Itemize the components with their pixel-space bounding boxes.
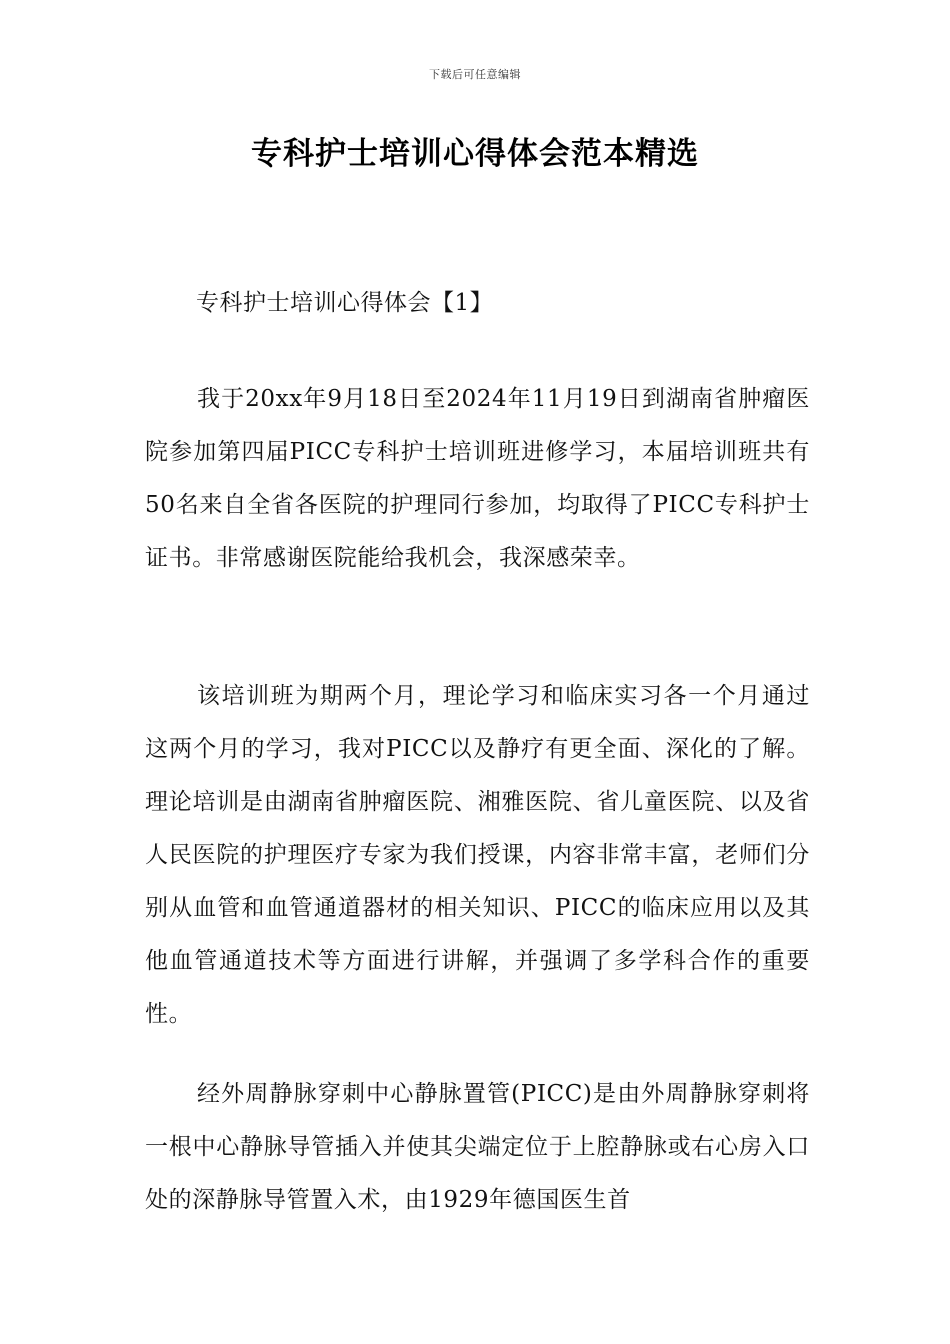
- document-title: 专科护士培训心得体会范本精选: [251, 136, 699, 172]
- paragraph: 我于20xx年9月18日至2024年11月19日到湖南省肿瘤医院参加第四届PICC专科护士培训班进修学习，本届培训班共有50名来自全省各医院的护理同行参加，均取得了PICC专科护士证书。非常感谢医院能给我机会，我深感荣幸。: [145, 386, 810, 571]
- paragraph: 经外周静脉穿刺中心静脉置管(PICC)是由外周静脉穿刺将一根中心静脉导管插入并使其尖端定位于上腔静脉或右心房入口处的深静脉导管置入术，由1929年德国医生首: [145, 1081, 810, 1213]
- section-heading: 专科护士培训心得体会【1】: [196, 290, 494, 316]
- header-note: 下载后可任意编辑: [429, 68, 521, 81]
- paragraph: 该培训班为期两个月，理论学习和临床实习各一个月通过这两个月的学习，我对PICC以及静疗有更全面、深化的了解。理论培训是由湖南省肿瘤医院、湘雅医院、省儿童医院、以及省人民医院的护理医疗专家为我们授课，内容非常丰富，老师们分别从血管和血管通道器材的相关知识、PICC的临床应用以及其他血管通道技术等方面进行讲解，并强调了多学科合作的重要性。: [145, 683, 810, 1027]
